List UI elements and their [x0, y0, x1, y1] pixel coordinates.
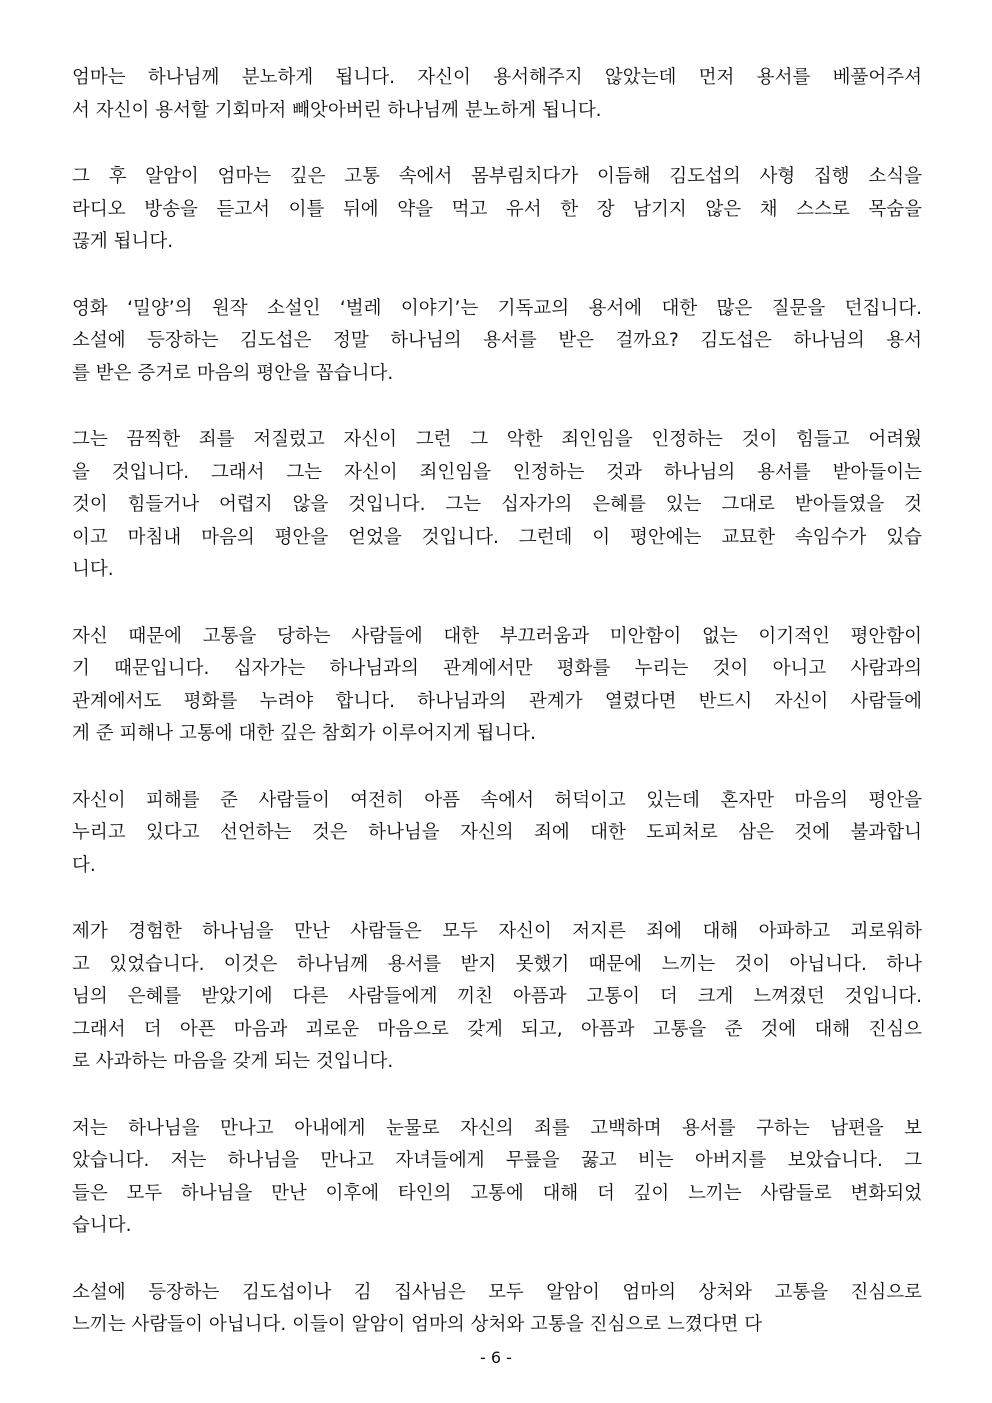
text-line: 게 준 피해나 고통에 대한 깊은 참회가 이루어지게 됩니다. — [72, 723, 536, 744]
text-line: 느끼는 사람들이 아닙니다. 이들이 알암이 엄마의 상처와 고통을 진심으로 느꼈다면 다 — [72, 1314, 763, 1335]
text-line: 을 것입니다. 그래서 그는 자신이 죄인임을 인정하는 것과 하나님의 용서를 받아들이는 — [72, 461, 922, 483]
paragraph — [72, 1277, 922, 1342]
text-line: 자신이 피해를 준 사람들이 여전히 아픔 속에서 허덕이고 있는데 혼자만 마음의 평안을 — [72, 789, 922, 811]
text-line: 다. — [72, 854, 96, 876]
text-line: 저는 하나님을 만나고 아내에게 눈물로 자신의 죄를 고백하며 용서를 구하는 남편을 보 — [72, 1117, 922, 1139]
text-line: 소설에 등장하는 김도섭이나 김 집사님은 모두 알암이 엄마의 상처와 고통을 진심으로 — [72, 1281, 922, 1303]
text-line: 관계에서도 평화를 누려야 합니다. 하나님과의 관계가 열렸다면 반드시 자신이 사람들에 — [72, 690, 922, 712]
text-line: 기 때문입니다. 십자가는 하나님과의 관계에서만 평화를 누리는 것이 아니고 사람과의 — [72, 658, 922, 679]
text-line: 끊게 됩니다. — [72, 231, 174, 252]
paragraph — [72, 424, 922, 587]
text-line: 님의 은혜를 받았기에 다른 사람들에게 끼친 아픔과 고통이 더 크게 느껴졌던 것입니다. — [72, 986, 922, 1007]
page-number: - 6 - — [480, 1348, 512, 1367]
paragraph — [72, 1113, 922, 1243]
text-line: 누리고 있다고 선언하는 것은 하나님을 자신의 죄에 대한 도피처로 삼은 것에 불과합니 — [72, 822, 922, 843]
paragraph — [72, 916, 922, 1079]
text-line: 이고 마침내 마음의 평안을 얻었을 것입니다. 그런데 이 평안에는 교묘한 속임수가 있습 — [72, 526, 922, 548]
paragraph — [72, 62, 922, 127]
paragraph — [72, 785, 922, 883]
text-line: 라디오 방송을 듣고서 이틀 뒤에 약을 먹고 유서 한 장 남기지 않은 채 스스로 목숨을 — [72, 198, 922, 220]
text-line: 니다. — [72, 559, 114, 580]
paragraph — [72, 161, 922, 259]
text-line: 들은 모두 하나님을 만난 이후에 타인의 고통에 대해 더 깊이 느끼는 사람들로 변화되었 — [72, 1182, 922, 1204]
text-line: 것이 힘들거나 어렵지 않을 것입니다. 그는 십자가의 은혜를 있는 그대로 받아들였을 것 — [72, 494, 922, 515]
text-line: 엄마는 하나님께 분노하게 됩니다. 자신이 용서해주지 않았는데 먼저 용서를 베풀어주셔 — [72, 67, 922, 88]
text-line: 그래서 더 아픈 마음과 괴로운 마음으로 갖게 되고, 아픔과 고통을 준 것에 대해 진심으 — [72, 1018, 922, 1040]
paragraph — [72, 293, 922, 391]
text-line: 를 받은 증거로 마음의 평안을 꼽습니다. — [72, 362, 394, 384]
paragraph — [72, 621, 922, 751]
text-line: 로 사과하는 마음을 갖게 되는 것입니다. — [72, 1051, 394, 1072]
text-line: 소설에 등장하는 김도섭은 정말 하나님의 용서를 받은 걸까요? 김도섭은 하나님의 용서 — [72, 330, 922, 351]
text-line: 서 자신이 용서할 기회마저 빼앗아버린 하나님께 분노하게 됩니다. — [72, 99, 602, 121]
text-line: 았습니다. 저는 하나님을 만나고 자녀들에게 무릎을 꿇고 비는 아버지를 보았습니다. 그 — [72, 1150, 922, 1171]
text-line: 자신 때문에 고통을 당하는 사람들에 대한 부끄러움과 미안함이 없는 이기적인 평안함이 — [72, 625, 922, 647]
text-line: 그 후 알암이 엄마는 깊은 고통 속에서 몸부림치다가 이듬해 김도섭의 사형 집행 소식을 — [72, 166, 922, 187]
text-line: 습니다. — [72, 1215, 132, 1236]
text-line: 제가 경험한 하나님을 만난 사람들은 모두 자신이 저지른 죄에 대해 아파하고 괴로워하 — [72, 921, 922, 942]
text-line: 영화 ‘밀양’의 원작 소설인 ‘벌레 이야기’는 기독교의 용서에 대한 많은 질문을 던집니다. — [72, 297, 922, 319]
text-line: 그는 끔찍한 죄를 저질렀고 자신이 그런 그 악한 죄인임을 인정하는 것이 힘들고 어려웠 — [72, 429, 922, 450]
text-line: 고 있었습니다. 이것은 하나님께 용서를 받지 못했기 때문에 느끼는 것이 아닙니다. 하나 — [72, 953, 922, 975]
document-page — [72, 62, 922, 1376]
